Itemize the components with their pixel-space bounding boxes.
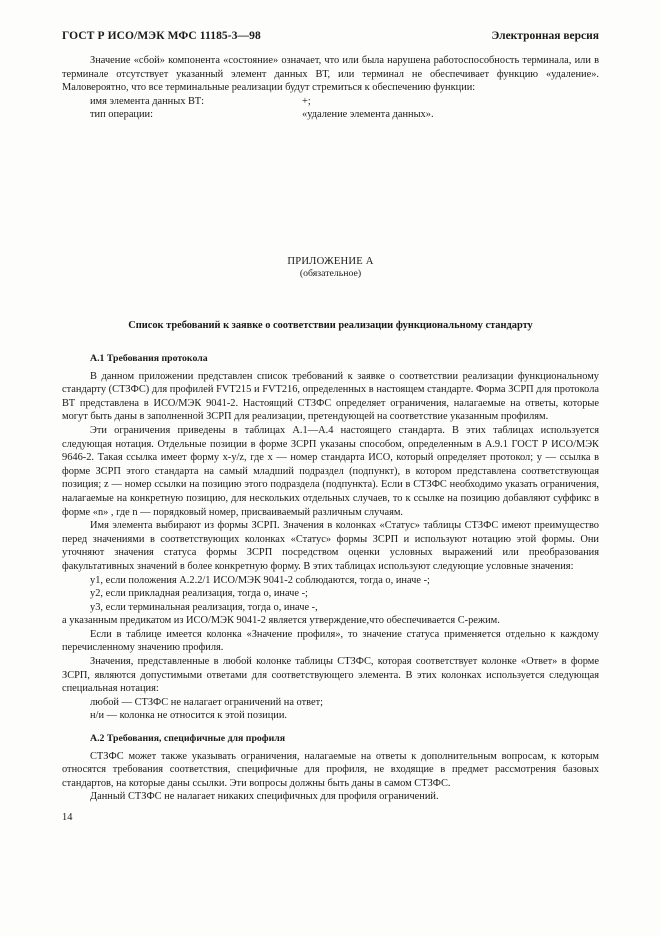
condition-item: у2, если прикладная реализация, тогда о, иначе -; [90,588,308,600]
section-a1-heading: А.1 Требования протокола [90,353,208,364]
section-a2-heading: А.2 Требования, специфичные для профиля [90,733,286,744]
condition-item: у3, если терминальная реализация, тогда о, иначе -, [90,601,318,613]
section-a1-paragraph: Эти ограничения приведены в таблицах А.1—А.4 настоящего стандарта. В этих таблицах используется следующая нотация. Отдельные позиции в форме ЗСРП указаны способом, определенным в А.9.1 ГОСТ Р ИСО/МЭК 9646-2. Такая ссылка имеет форму x-y/z, где x — номер стандарта ИСО, который определяет протокол; y — ссылка в форме ЗСРП этого стандарта на самый младший подраздел (подпункт), в котором представлена соответствующая позиция; z — номер ссылки на позицию этого подраздела (подпункта). Если в СТЗФС необходимо указать ограничения, налагаемые на конкретную позицию, для нескольких отдельных случаев, то к ссылке на позицию добавляют суффикс в форме «n» , где n — порядковый номер, присваиваемый различным случаям. [62,424,599,518]
condition-item: у1, если положения А.2.2/1 ИСО/МЭК 9041-2 соблюдаются, тогда о, иначе -; [90,574,430,586]
intro-item [62,95,599,109]
section-a1-paragraph: В данном приложении представлен список требований к заявке о соответствии реализации функциональному стандарту (СТЗФС) для профилей FVT215 и FVT216, определенных в настоящем стандарте. Форма ЗСРП для протокола ВТ представлена в ИСО/МЭК 9041-2. Настоящий СТЗФС определяет ограничения, налагаемые на ответы, которые могут быть даны в заполненной ЗСРП для реализации, претендующей на соответствие указанным профилям. [62,370,599,423]
annex-subtitle: (обязательное) [299,268,362,279]
section-a1-paragraph: Значения, представленные в любой колонке таблицы СТЗФС, которая соответствует колонке «Ответ» в форме ЗСРП, являются допустимыми ответами для соответствующего элемента. В этих колонках используется следующая специальная нотация: [62,656,599,695]
section-a2 [62,732,599,804]
section-a1-paragraph: Имя элемента выбирают из формы ЗСРП. Значения в колонках «Статус» таблицы СТЗФС имеют преимущество перед значениями в соответствующих колонках «Статус» формы ЗСРП и используют нотацию этой формы. Они уточняют значения статуса формы ЗСРП посредством оценки условных выражений или преобразования факультативных значений в более конкретную форму. В этих таблицах используют следующие условные значения: [62,520,599,572]
section-a1-paragraph: а указанным предикатом из ИСО/МЭК 9041-2 является утверждение,что обеспечивается С-режим. [62,615,500,627]
page-header [62,30,599,46]
notation-item: н/и — колонка не относится к этой позиции. [90,710,287,722]
intro-item-key: тип операции: [90,109,154,121]
intro-block [62,54,599,122]
section-a2-paragraph: СТЗФС может также указывать ограничения, налагаемые на ответы к дополнительным вопросам, к которым относятся требования соответствия, специфичные для профиля, не входящие в предмет рассмотрения базовых стандартов, на которые даны ссылки. Эти вопросы должны быть даны в самом СТЗФС. [62,750,599,789]
standard-designation: ГОСТ Р ИСО/МЭК МФС 11185-3—98 [62,30,261,42]
section-a2-paragraph: Данный СТЗФС не налагает никаких специфичных для профиля ограничений. [90,791,439,803]
notation-item: любой — СТЗФС не налагает ограничений на ответ; [90,696,324,708]
intro-item-value: +; [302,95,311,107]
annex-heading: Список требований к заявке о соответствии реализации функциональному стандарту [128,320,533,331]
intro-paragraph: Значение «сбой» компонента «состояние» означает, что или была нарушена работоспособность терминала, или в терминале отсутствует указанный элемент данных ВТ, или терминал не обеспечивает функцию «удаление». Маловероятно, что все терминальные реализации будут стремиться к обеспечению функции: [62,55,599,94]
section-a1-paragraph: Если в таблице имеется колонка «Значение профиля», то значение статуса применяется отдельно к каждому перечисленному значению профиля. [62,628,599,654]
intro-item [62,108,599,122]
annex-title: ПРИЛОЖЕНИЕ А [287,256,374,267]
intro-item-key: имя элемента данных ВТ: [90,95,205,107]
section-a1 [62,352,599,723]
intro-item-value: «удаление элемента данных». [302,109,434,121]
page-number: 14 [62,812,73,823]
version-label: Электронная версия [491,30,599,42]
